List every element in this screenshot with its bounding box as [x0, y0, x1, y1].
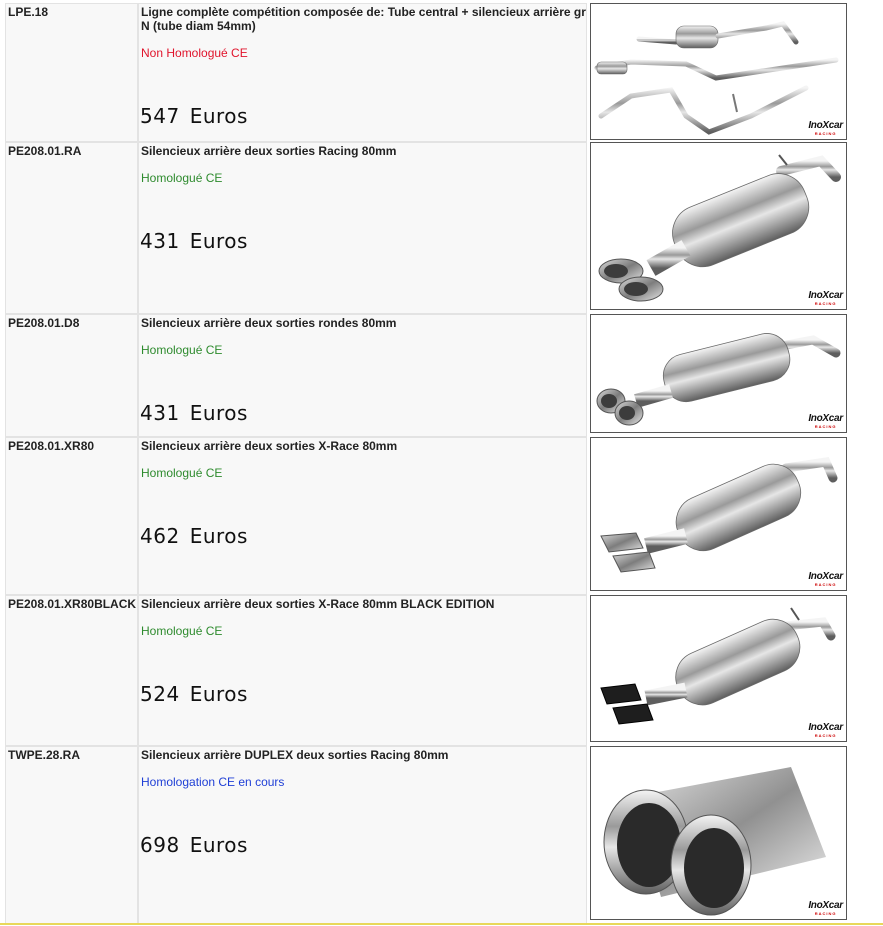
brand-logo: InoXcar RACING — [808, 290, 843, 306]
table-row — [5, 314, 847, 437]
homologation-status: Homologué CE — [141, 343, 223, 357]
product-description: Silencieux arrière deux sorties rondes 80mm — [141, 316, 397, 330]
muffler-icon — [591, 438, 846, 590]
brand-logo: InoXcar RACING — [808, 413, 843, 429]
product-description-cell — [138, 746, 587, 924]
product-price: 462 Euros — [140, 524, 248, 548]
brand-logo: InoXcar RACING — [808, 722, 843, 738]
product-image[interactable] — [590, 3, 847, 140]
homologation-status: Homologué CE — [141, 624, 223, 638]
product-image[interactable] — [590, 314, 847, 433]
bottom-divider — [0, 923, 883, 925]
product-description: Silencieux arrière deux sorties Racing 80mm — [141, 144, 397, 158]
homologation-status: Non Homologué CE — [141, 46, 248, 60]
homologation-status: Homologué CE — [141, 466, 223, 480]
product-image[interactable] — [590, 142, 847, 310]
product-price: 698 Euros — [140, 833, 248, 857]
product-image[interactable] — [590, 595, 847, 742]
product-description-cell — [138, 437, 587, 595]
product-image-cell — [587, 314, 847, 437]
table-row — [5, 595, 847, 746]
product-description: Silencieux arrière deux sorties X-Race 80mm — [141, 439, 398, 453]
product-ref: PE208.01.XR80BLACK — [5, 595, 138, 746]
product-description: Silencieux arrière deux sorties X-Race 80mm BLACK EDITION — [141, 597, 495, 611]
product-description-cell — [138, 595, 587, 746]
product-price: 431 Euros — [140, 401, 248, 425]
product-description-cell — [138, 314, 587, 437]
product-ref: TWPE.28.RA — [5, 746, 138, 924]
product-ref: PE208.01.XR80 — [5, 437, 138, 595]
table-row — [5, 746, 847, 924]
product-image-cell — [587, 437, 847, 595]
product-image-cell — [587, 746, 847, 924]
product-table — [5, 3, 847, 924]
product-ref: PE208.01.RA — [5, 142, 138, 314]
muffler-icon — [591, 143, 846, 309]
exhaust-line-icon — [591, 4, 846, 139]
table-row — [5, 437, 847, 595]
brand-logo: InoXcar RACING — [808, 120, 843, 136]
table-row — [5, 142, 847, 314]
muffler-icon — [591, 596, 846, 741]
product-description-cell — [138, 142, 587, 314]
product-price: 547 Euros — [140, 104, 248, 128]
product-description-cell — [138, 3, 587, 142]
product-image[interactable] — [590, 437, 847, 591]
table-row — [5, 3, 847, 142]
product-price: 431 Euros — [140, 229, 248, 253]
product-image-cell — [587, 595, 847, 746]
product-description: Ligne complète compétition composée de: Tube central + silencieux arrière gr N (tube diam 54mm) — [141, 5, 586, 33]
homologation-status: Homologué CE — [141, 171, 223, 185]
product-ref: PE208.01.D8 — [5, 314, 138, 437]
product-ref: LPE.18 — [5, 3, 138, 142]
product-image-cell — [587, 3, 847, 142]
brand-logo: InoXcar RACING — [808, 900, 843, 916]
product-description: Silencieux arrière DUPLEX deux sorties Racing 80mm — [141, 748, 449, 762]
product-price: 524 Euros — [140, 682, 248, 706]
homologation-status: Homologation CE en cours — [141, 775, 285, 789]
tailpipe-icon — [591, 747, 846, 919]
brand-logo: InoXcar RACING — [808, 571, 843, 587]
product-image[interactable] — [590, 746, 847, 920]
product-image-cell — [587, 142, 847, 314]
